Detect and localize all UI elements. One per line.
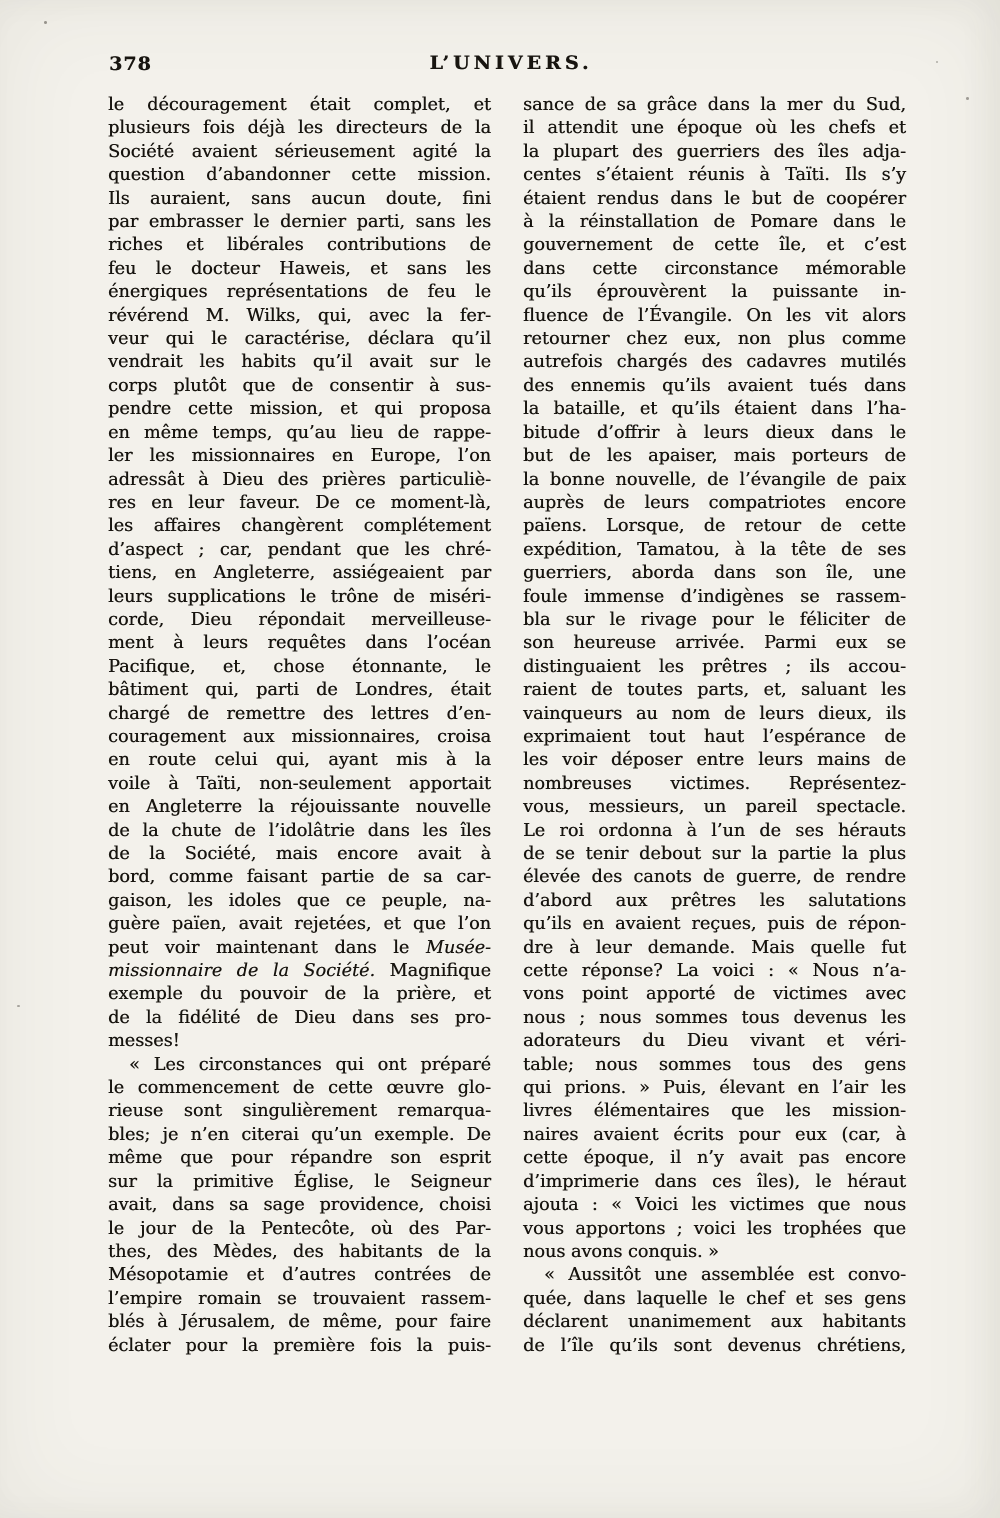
paper-speck xyxy=(17,1005,20,1007)
text-line: vous apportons ; voici les trophées que xyxy=(523,1218,906,1239)
text-line: païens. Lorsque, de retour de cette xyxy=(523,516,906,537)
text-line: blés à Jérusalem, de même, pour faire xyxy=(108,1312,491,1333)
text-line: cette réponse? La voici : « Nous n’a- xyxy=(523,961,906,982)
text-line: énergiques représentations de feu le xyxy=(108,282,491,303)
text-line: nous avons conquis. » xyxy=(523,1241,719,1262)
text-line: corde, Dieu répondait merveilleuse- xyxy=(108,609,491,630)
page-number: 378 xyxy=(109,53,152,75)
text-line: d’abord aux prêtres les salutations xyxy=(523,890,906,911)
text-line: à la réinstallation de Pomare dans le xyxy=(523,212,906,233)
right-column xyxy=(523,94,906,1358)
text-line: nous ; nous sommes tous devenus les xyxy=(523,1007,906,1028)
text-line: en Angleterre la réjouissante nouvelle xyxy=(108,797,491,818)
text-line: en même temps, qu’au lieu de rappe- xyxy=(108,422,491,443)
text-line: raient de toutes parts, et, saluant les xyxy=(523,680,906,701)
text-line: plusieurs fois déjà les directeurs de la xyxy=(108,118,491,139)
text-line: dre à leur demande. Mais quelle fut xyxy=(523,937,906,958)
text-line: élevée des canots de guerre, de rendre xyxy=(523,867,906,888)
text-line: bla sur le rivage pour le féliciter de xyxy=(523,609,906,630)
text-line: gouvernement de cette île, et c’est xyxy=(523,235,906,256)
text-line: chargé de remettre des lettres d’en- xyxy=(108,703,491,724)
text-line: centes s’étaient réunis à Taïti. Ils s’y xyxy=(523,165,906,186)
running-header-title: L’UNIVERS. xyxy=(429,52,593,74)
text-line: bles; je n’en citerai qu’un exemple. De xyxy=(108,1124,491,1145)
text-line: Ils auraient, sans aucun doute, fini xyxy=(108,188,491,209)
text-line: vainqueurs au nom de leurs dieux, ils xyxy=(523,703,906,724)
text-line: la plupart des guerriers des îles adja- xyxy=(523,141,906,162)
text-line: res en leur faveur. De ce moment-là, xyxy=(108,492,491,513)
text-line: déclarent unanimement aux habitants xyxy=(523,1312,906,1333)
text-line: d’aspect ; car, pendant que les chré- xyxy=(108,539,491,560)
paper-speck xyxy=(936,61,938,63)
text-line: guerriers, aborda dans son île, une xyxy=(523,563,906,584)
text-line: nombreuses victimes. Représentez- xyxy=(523,773,906,794)
text-line: riches et libérales contributions de xyxy=(108,235,491,256)
text-line: qui prions. » Puis, élevant en l’air les xyxy=(523,1078,906,1099)
text-line: révérend M. Wilks, qui, avec la fer- xyxy=(108,305,491,326)
text-line: bord, comme faisant partie de sa car- xyxy=(108,867,491,888)
paper-speck xyxy=(966,97,969,100)
text-line: adressât à Dieu des prières particuliè- xyxy=(108,469,491,490)
text-line: sur la primitive Église, le Seigneur xyxy=(108,1171,491,1192)
text-line: des ennemis qu’ils avaient tués dans xyxy=(523,375,906,396)
text-line: les voir déposer entre leurs mains de xyxy=(523,750,906,771)
text-line: livres élémentaires que les mission- xyxy=(523,1101,906,1122)
text-line: Pacifique, et, chose étonnante, le xyxy=(108,656,491,677)
text-line: sance de sa grâce dans la mer du Sud, xyxy=(523,95,906,115)
text-line: vendrait les habits qu’il avait sur le xyxy=(108,352,491,373)
text-line: naires avaient écrits pour eux (car, à xyxy=(523,1124,906,1145)
text-line: gaison, les idoles que ce peuple, na- xyxy=(108,890,491,911)
text-line: tiens, en Angleterre, assiégeaient par xyxy=(108,563,491,584)
text-line: bitude d’offrir à leurs dieux dans le xyxy=(523,422,906,443)
paper-speck xyxy=(44,21,47,24)
text-line: retourner chez eux, non plus comme xyxy=(523,329,906,350)
text-line: fluence de l’Évangile. On les vit alors xyxy=(523,305,906,326)
text-line: feu le docteur Haweis, et sans les xyxy=(108,258,491,279)
text-line: « Les circonstances qui ont préparé xyxy=(129,1054,491,1075)
text-line: son heureuse arrivée. Parmi eux se xyxy=(523,633,906,654)
text-line: exemple du pouvoir de la prière, et xyxy=(108,984,491,1005)
text-line: dans cette circonstance mémorable xyxy=(523,258,906,279)
text-line: de la Société, mais encore avait à xyxy=(108,844,491,864)
text-line: de la fidélité de Dieu dans ses pro- xyxy=(108,1007,491,1028)
text-line: foule immense d’indigènes se rassem- xyxy=(523,586,906,607)
text-line: la bonne nouvelle, de l’évangile de paix xyxy=(523,469,906,490)
text-line: question d’abandonner cette mission. xyxy=(108,165,491,186)
text-line: le découragement était complet, et xyxy=(108,95,491,115)
text-line: autrefois chargés des cadavres mutilés xyxy=(523,352,906,373)
text-line: couragement aux missionnaires, croisa xyxy=(108,726,491,747)
text-line: bâtiment qui, parti de Londres, était xyxy=(108,680,491,701)
text-line: table; nous sommes tous des gens xyxy=(523,1054,906,1075)
text-line: le commencement de cette œuvre glo- xyxy=(108,1078,491,1099)
text-line: peut voir maintenant dans le Musée- xyxy=(108,937,491,958)
text-line: missionnaire de la Société. Magnifique xyxy=(108,961,491,982)
text-line: expédition, Tamatou, à la tête de ses xyxy=(523,539,906,560)
text-line: ment à leurs requêtes dans l’océan xyxy=(108,633,491,654)
text-line: corps plutôt que de consentir à sus- xyxy=(108,375,491,396)
text-line: il attendit une époque où les chefs et xyxy=(523,118,906,139)
text-line: qu’ils éprouvèrent la puissante in- xyxy=(523,282,906,303)
text-line: de la chute de l’idolâtrie dans les îles xyxy=(108,820,491,841)
text-line: en route celui qui, ayant mis à la xyxy=(108,750,491,771)
text-line: distinguaient les prêtres ; ils accou- xyxy=(523,656,906,677)
text-line: Société avaient sérieusement agité la xyxy=(108,141,491,162)
text-line: quée, dans laquelle le chef et ses gens xyxy=(523,1288,906,1309)
text-line: ler les missionnaires en Europe, l’on xyxy=(108,446,491,467)
text-line: « Aussitôt une assemblée est convo- xyxy=(544,1265,906,1286)
text-line: avait, dans sa sage providence, choisi xyxy=(108,1195,491,1216)
text-line: exprimaient tout haut l’espérance de xyxy=(523,726,906,747)
left-column xyxy=(108,94,491,1358)
text-line: veur qui le caractérise, déclara qu’il xyxy=(108,329,491,350)
text-line: leurs supplications le trône de miséri- xyxy=(108,586,491,607)
text-line: rieuse sont singulièrement remarqua- xyxy=(108,1101,491,1122)
text-line: vons point apporté de victimes avec xyxy=(523,984,906,1005)
text-line: d’imprimerie dans ces îles), le héraut xyxy=(523,1171,906,1192)
text-line: l’empire romain se trouvaient rassem- xyxy=(108,1288,491,1309)
text-line: pendre cette mission, et qui proposa xyxy=(108,399,491,420)
text-line: étaient rendus dans le but de coopérer xyxy=(523,188,906,209)
text-line: vous, messieurs, un pareil spectacle. xyxy=(523,797,906,818)
text-line: le jour de la Pentecôte, où des Par- xyxy=(108,1218,491,1239)
text-line: par embrasser le dernier parti, sans les xyxy=(108,212,491,233)
text-line: la bataille, et qu’ils étaient dans l’ha- xyxy=(523,399,906,420)
text-line: les affaires changèrent complétement xyxy=(108,516,491,537)
text-line: auprès de leurs compatriotes encore xyxy=(523,492,906,513)
text-line: Le roi ordonna à l’un de ses hérauts xyxy=(523,820,906,841)
text-line: de se tenir debout sur la partie la plus xyxy=(523,844,906,864)
text-line: thes, des Mèdes, des habitants de la xyxy=(108,1241,491,1262)
text-line: ajouta : « Voici les victimes que nous xyxy=(523,1195,906,1216)
text-line: voile à Taïti, non-seulement apportait xyxy=(108,773,491,794)
text-line: but de les apaiser, mais porteurs de xyxy=(523,446,906,467)
text-line: adorateurs du Dieu vivant et véri- xyxy=(523,1031,906,1052)
text-line: Mésopotamie et d’autres contrées de xyxy=(108,1265,491,1286)
text-line: même que pour répandre son esprit xyxy=(108,1148,491,1169)
text-line: qu’ils en avaient reçues, puis de répon- xyxy=(523,914,906,935)
text-line: éclater pour la première fois la puis- xyxy=(108,1335,491,1356)
text-line: messes! xyxy=(108,1031,180,1052)
text-line: cette époque, il n’y avait pas encore xyxy=(523,1148,906,1169)
text-line: de l’île qu’ils sont devenus chrétiens, xyxy=(523,1335,906,1356)
text-line: guère païen, avait rejetées, et que l’on xyxy=(108,914,491,935)
